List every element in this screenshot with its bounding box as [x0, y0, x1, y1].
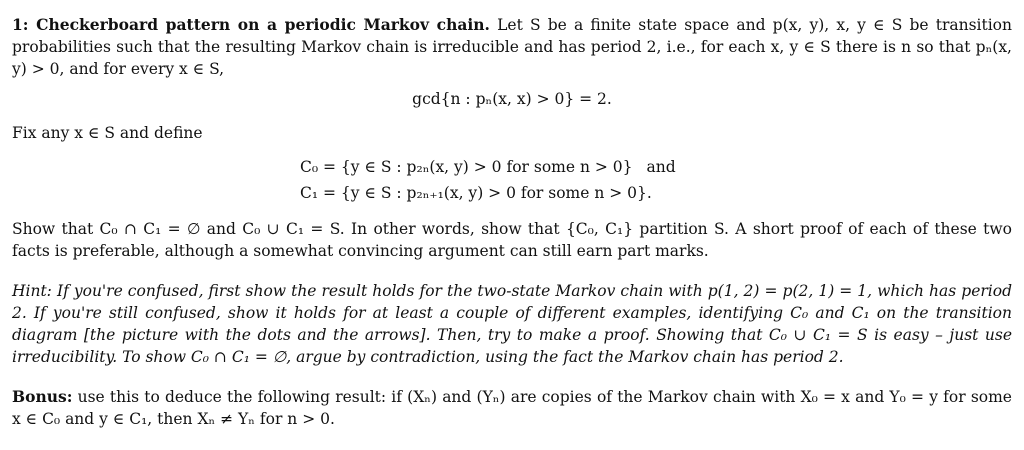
bonus-paragraph [12, 386, 1012, 430]
bonus-text: use this to deduce the following result: if (Xₙ) and (Yₙ) are copies of the Markov chain with X₀ = x and Y₀ = y for some x ∈ C₀ and y ∈ C₁, then Xₙ ≠ Yₙ for n > 0. [12, 388, 1012, 428]
problem-statement [12, 14, 1012, 80]
c0-definition-row [300, 154, 1012, 180]
set-definitions [300, 154, 1012, 206]
c1-definition: C₁ = {y ∈ S : p₂ₙ₊₁(x, y) > 0 for some n > 0}. [300, 184, 652, 202]
hint-paragraph: Hint: If you're confused, first show the result holds for the two-state Markov chain with p(1, 2) = p(2, 1) = 1, which has period 2. If you're still confused, show it holds for at least a couple of different examples, identifying C₀ and C₁ on the transition diagram [the picture with the dots and the arrows]. Then, try to make a proof. Showing that C₀ ∪ C₁ = S is easy – just use irreducibility. To show C₀ ∩ C₁ = ∅, argue by contradiction, using the fact the Markov chain has period 2. [12, 282, 1012, 366]
problem-intro: Let S be a finite state space and p(x, y), x, y ∈ S be transition probabilities such that the resulting Markov chain is irreducible and has period 2, i.e., for each x, y ∈ S there is n so that pₙ(x, y) > 0, and for every x ∈ S, [12, 16, 1013, 78]
c0-definition: C₀ = {y ∈ S : p₂ₙ(x, y) > 0 for some n > 0} [300, 158, 633, 176]
show-paragraph: Show that C₀ ∩ C₁ = ∅ and C₀ ∪ C₁ = S. In other words, show that {C₀, C₁} partition S. A short proof of each of these two facts is preferable, although a somewhat convincing argument can still earn part marks. [12, 220, 1012, 260]
bonus-label: Bonus: [12, 387, 73, 406]
problem-title: 1: Checkerboard pattern on a periodic Markov chain. [12, 15, 490, 34]
c0-and-word: and [646, 158, 676, 176]
fix-line: Fix any x ∈ S and define [12, 124, 203, 142]
gcd-equation: gcd{n : pₙ(x, x) > 0} = 2. [412, 90, 612, 108]
c1-definition-row [300, 180, 1012, 206]
